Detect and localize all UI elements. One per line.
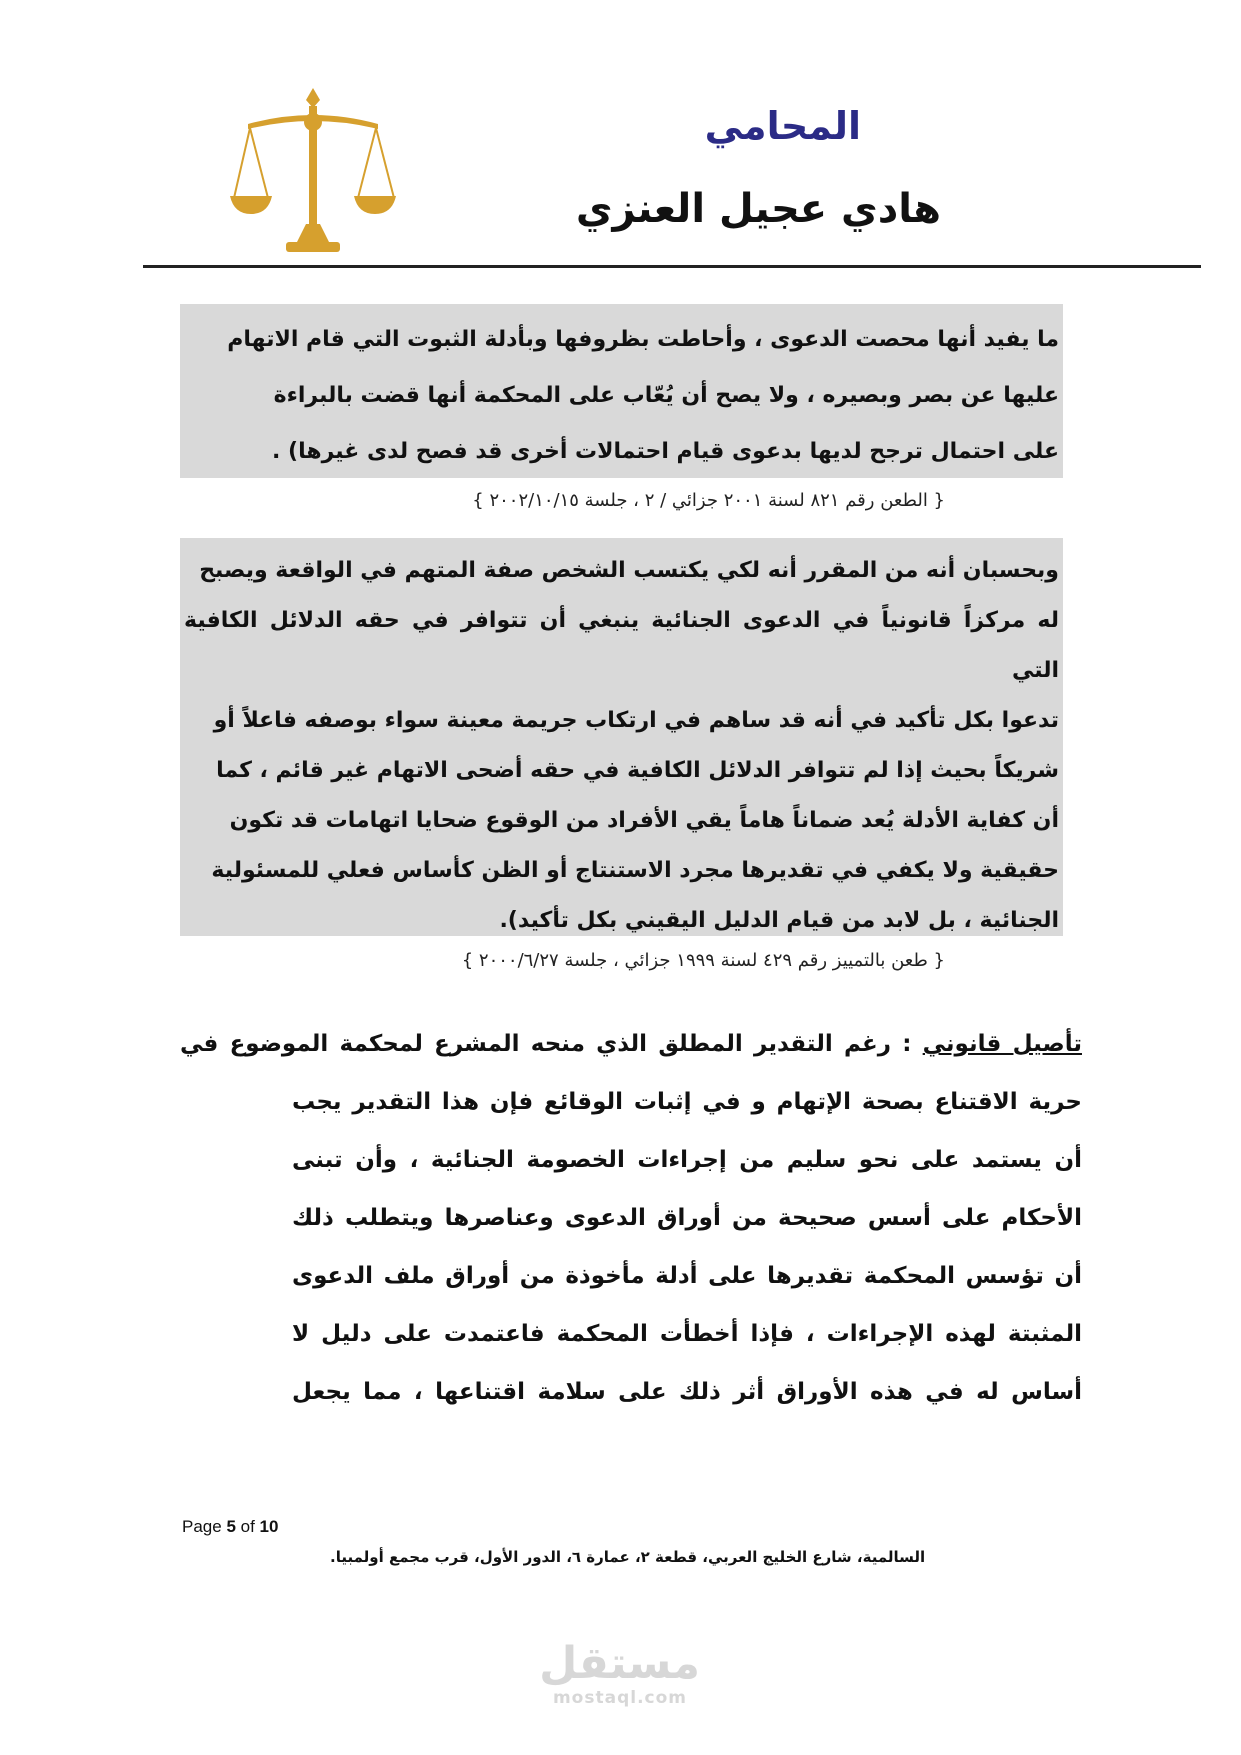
footer-address: السالمية، شارع الخليج العربي، قطعة ٢، عمارة ٦، الدور الأول، قرب مجمع أولمبيا.: [330, 1548, 926, 1566]
citation-1: { الطعن رقم ٨٢١ لسنة ٢٠٠١ جزائي / ٢ ، جلسة ٢٠٠٢/١٠/١٥ }: [472, 490, 945, 511]
section-line: المثبتة لهذه الإجراءات ، فإذا أخطأت المحكمة فاعتمدت على دليل لا: [292, 1321, 1082, 1347]
section-heading: تأصيل قانوني: [922, 1031, 1082, 1057]
quote-line: وبحسبان أنه من المقرر أنه لكي يكتسب الشخص صفة المتهم في الواقعة ويصبح: [199, 558, 1059, 583]
citation-2: { طعن بالتمييز رقم ٤٢٩ لسنة ١٩٩٩ جزائي ، جلسة ٢٠٠٠/٦/٢٧ }: [461, 950, 945, 971]
watermark-logo-text: مستقل: [539, 1638, 700, 1689]
quote-line: له مركزاً قانونياً في الدعوى الجنائية ينبغي أن تتوافر في حقه الدلائل الكافية التي: [184, 608, 1059, 683]
watermark-url: mostaql.com: [552, 1688, 688, 1708]
section-line: الأحكام على أسس صحيحة من أوراق الدعوى وعناصرها ويتطلب ذلك: [292, 1205, 1082, 1231]
quote-box-2: [180, 538, 1063, 936]
section-line: أساس له في هذه الأوراق أثر ذلك على سلامة اقتناعها ، مما يجعل: [292, 1379, 1082, 1405]
section-line: حرية الاقتناع بصحة الإتهام و في إثبات الوقائع فإن هذا التقدير يجب: [292, 1089, 1082, 1115]
quote-line: ما يفيد أنها محصت الدعوى ، وأحاطت بظروفها وبأدلة الثبوت التي قام الاتهام: [227, 327, 1059, 352]
quote-line: الجنائية ، بل لابد من قيام الدليل اليقيني بكل تأكيد).: [499, 908, 1059, 933]
section-line: أن يستمد على نحو سليم من إجراءات الخصومة الجنائية ، وأن تبنى: [292, 1147, 1082, 1173]
quote-line: أن كفاية الأدلة يُعد ضماناً هاماً يقي الأفراد من الوقوع ضحايا اتهامات قد تكون: [229, 808, 1059, 833]
header-divider: [143, 265, 1201, 268]
quote-box-1: [180, 304, 1063, 478]
legal-basis-section: [180, 1015, 1082, 1421]
page-number: Page 5 of 10: [182, 1517, 279, 1536]
quote-line: على احتمال ترجح لديها بدعوى قيام احتمالات أخرى قد فصح لدى غيرها) .: [272, 439, 1059, 464]
watermark: [540, 1640, 700, 1708]
lawyer-title: المحامي: [704, 104, 861, 148]
quote-line: شريكاً بحيث إذا لم تتوافر الدلائل الكافية في حقه أضحى الاتهام غير قائم ، كما: [216, 758, 1059, 783]
quote-line: عليها عن بصر وبصيره ، ولا يصح أن يُعّاب على المحكمة أنها قضت بالبراءة: [273, 383, 1059, 408]
section-first-text: : رغم التقدير المطلق الذي منحه المشرع لمحكمة الموضوع في: [180, 1031, 912, 1057]
section-first-line: [180, 1015, 1082, 1073]
scales-of-justice-icon: [228, 86, 398, 256]
lawyer-name: هادي عجيل العنزي: [575, 186, 941, 232]
quote-line: حقيقية ولا يكفي في تقديرها مجرد الاستنتاج أو الظن كأساس فعلي للمسئولية: [211, 858, 1059, 883]
section-line: أن تؤسس المحكمة تقديرها على أدلة مأخوذة من أوراق ملف الدعوى: [292, 1263, 1082, 1289]
quote-line: تدعوا بكل تأكيد في أنه قد ساهم في ارتكاب جريمة معينة سواء بوصفه فاعلاً أو: [213, 708, 1059, 733]
